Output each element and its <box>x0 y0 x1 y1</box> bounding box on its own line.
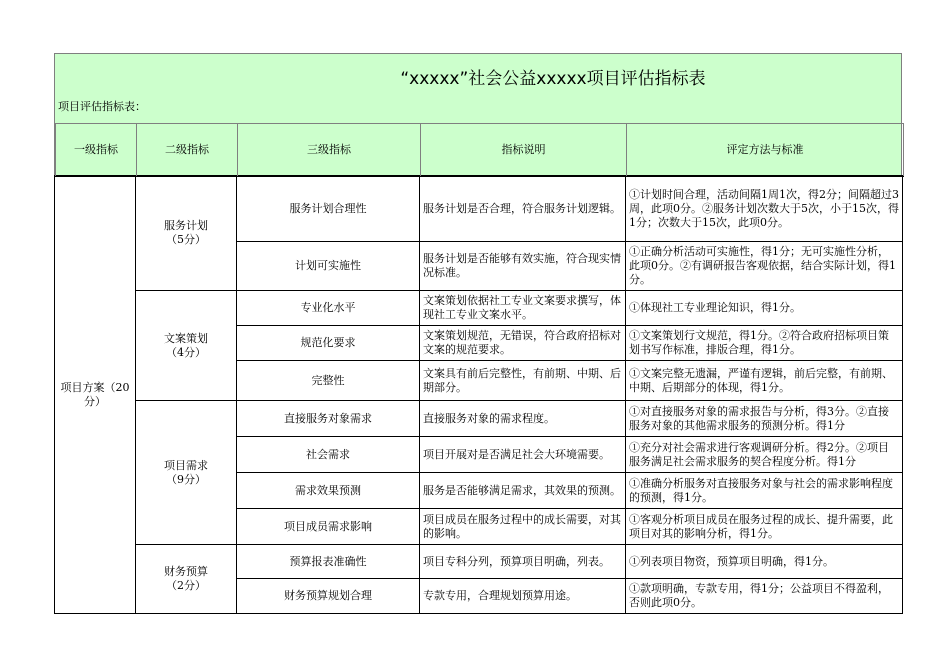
header-level3: 三级指标 <box>238 124 421 177</box>
method-cell: ①计划时间合理，活动间隔1周1次，得2分；间隔超过3周，此项0分。②服务计划次数大于5次，小于15次，得1分；次数大于15次，此项0分。 <box>626 176 903 242</box>
title-band <box>54 53 902 175</box>
method-cell: ①体现社工专业理论知识，得1分。 <box>626 291 903 326</box>
description-cell: 文案具有前后完整性，有前期、中期、后期部分。 <box>420 361 626 401</box>
method-cell: ①对直接服务对象的需求报告与分析，得3分。②直接服务对象的其他需求服务的预测分析。得1分 <box>626 401 903 437</box>
method-cell: ①准确分析服务对直接服务对象与社会的需求影响程度的预测，得1分。 <box>626 473 903 509</box>
spreadsheet <box>54 53 902 614</box>
description-cell: 项目成员在服务过程中的成长需要，对其的影响。 <box>420 509 626 545</box>
description-cell: 服务计划是否合理，符合服务计划逻辑。 <box>420 176 626 242</box>
group-cell: 服务计划 （5分） <box>136 176 237 291</box>
level3-cell: 财务预算规划合理 <box>237 579 420 614</box>
level3-cell: 直接服务对象需求 <box>237 401 420 437</box>
level1-cell: 项目方案（20分） <box>55 176 136 614</box>
level3-cell: 规范化要求 <box>237 326 420 361</box>
description-cell: 直接服务对象的需求程度。 <box>420 401 626 437</box>
method-cell: ①款项明确，专款专用，得1分；公益项目不得盈利，否则此项0分。 <box>626 579 903 614</box>
description-cell: 文案策划规范，无错误，符合政府招标对文案的规范要求。 <box>420 326 626 361</box>
method-cell: ①文案完整无遗漏，严谨有逻辑，前后完整，有前期、中期、后期部分的体现，得1分。 <box>626 361 903 401</box>
group-cell: 财务预算 （2分） <box>136 545 237 614</box>
level3-cell: 专业化水平 <box>237 291 420 326</box>
group-cell: 文案策划 （4分） <box>136 291 237 401</box>
description-cell: 文案策划依据社工专业文案要求撰写，体现社工专业文案水平。 <box>420 291 626 326</box>
table-caption: 项目评估指标表： <box>58 100 146 113</box>
level3-cell: 完整性 <box>237 361 420 401</box>
description-cell: 项目专科分列，预算项目明确，列表。 <box>420 545 626 579</box>
header-level2: 二级指标 <box>137 124 238 177</box>
page-title: “xxxxx”社会公益xxxxx项目评估指标表 <box>400 69 706 89</box>
header-row <box>55 123 901 176</box>
level3-cell: 项目成员需求影响 <box>237 509 420 545</box>
method-cell: ①充分对社会需求进行客观调研分析。得2分。②项目服务满足社会需求服务的契合程度分析。得1分 <box>626 437 903 473</box>
description-cell: 服务是否能够满足需求，其效果的预测。 <box>420 473 626 509</box>
description-cell: 服务计划是否能够有效实施，符合现实情况标准。 <box>420 242 626 291</box>
method-cell: ①客观分析项目成员在服务过程的成长、提升需要，此项目对其的影响分析，得1分。 <box>626 509 903 545</box>
level3-cell: 服务计划合理性 <box>237 176 420 242</box>
method-cell: ①正确分析活动可实施性，得1分；无可实施性分析，此项0分。②有调研报告客观依据，结合实际计划，得1分。 <box>626 242 903 291</box>
header-method: 评定方法与标准 <box>627 124 904 177</box>
group-cell: 项目需求 （9分） <box>136 401 237 545</box>
description-cell: 专款专用，合理规划预算用途。 <box>420 579 626 614</box>
level3-cell: 需求效果预测 <box>237 473 420 509</box>
header-description: 指标说明 <box>421 124 627 177</box>
header-level1: 一级指标 <box>56 124 137 177</box>
level3-cell: 预算报表准确性 <box>237 545 420 579</box>
description-cell: 项目开展对是否满足社会大环境需要。 <box>420 437 626 473</box>
indicator-table <box>54 175 903 614</box>
method-cell: ①文案策划行文规范，得1分。②符合政府招标项目策划书写作标准，排版合理，得1分。 <box>626 326 903 361</box>
method-cell: ①列表项目物资，预算项目明确，得1分。 <box>626 545 903 579</box>
level3-cell: 计划可实施性 <box>237 242 420 291</box>
level3-cell: 社会需求 <box>237 437 420 473</box>
